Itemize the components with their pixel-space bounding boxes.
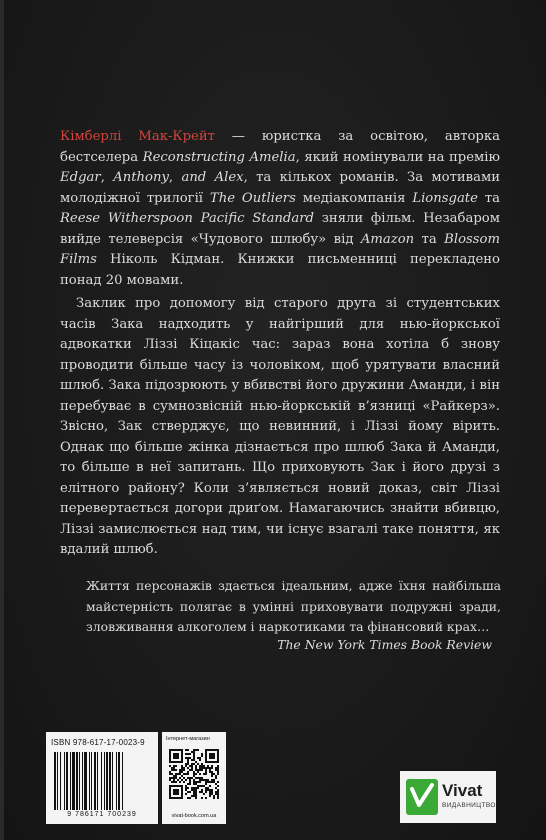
publisher-name: Vivat xyxy=(442,781,483,800)
spine-edge xyxy=(0,0,4,840)
bio-text-5: , та кількох романів. За мотивами молодіжної трилогії xyxy=(60,170,501,206)
isbn-number: ISBN 978-617-17-0023-9 xyxy=(51,738,145,747)
bio-text-4: , xyxy=(168,170,182,185)
bio-company-4: Blossom Films xyxy=(60,231,500,267)
review-source: The New York Times Book Review xyxy=(277,637,492,652)
bio-company-1: Lionsgate xyxy=(412,190,478,206)
bio-company-2: Reese Witherspoon Pacific Standard xyxy=(60,211,314,226)
bio-book-1: Reconstructing Amelia xyxy=(142,149,296,165)
qr-code-icon xyxy=(169,749,219,799)
bio-award-3: and Alex xyxy=(181,170,244,185)
publisher-subtitle: ВИДАВНИЦТВО xyxy=(442,802,496,809)
bio-text-6: медіакомпанія xyxy=(295,190,413,206)
review-quote: Життя персонажів здається ідеальним, адже їхня найбільша майстерність полягає в умінні приховувати подружні зради, зловживання алкоголем і наркотиками та фінансовий крах… xyxy=(86,578,501,634)
bio-text-7: та xyxy=(477,190,500,206)
barcode-digits: 9 786171 700239 xyxy=(67,811,137,818)
vivat-logo-icon xyxy=(406,779,438,815)
bio-company-3: Amazon xyxy=(360,231,415,247)
bio-text-3: , xyxy=(100,170,114,185)
bio-award-2: Anthony xyxy=(113,170,169,185)
bio-award-1: Edgar xyxy=(60,170,101,185)
qr-label: Інтернет-магазин xyxy=(166,736,210,742)
isbn-barcode xyxy=(46,732,158,824)
author-name: Кімберлі Мак-Крейт xyxy=(60,129,215,144)
bio-text-9: та xyxy=(414,231,445,247)
bio-book-2: The Outliers xyxy=(209,190,296,206)
synopsis-paragraph: Заклик про допомогу від старого друга зі студентських часів Зака надходить у найгірший для нью-йоркської адвокатки Ліззі Кіцакіс час: зараз вона хотіла б знову проводити більше часу із чоловіком, щоб урятувати власний шлюб. Зака підозрюють у вбивстві його дружини Аманди, і він перебуває в сумнозвісній нью-йоркській в’язниці «Райкерз». Звісно, Зак стверджує, що невинний, і Ліззі йому вірить. Однак що більше жінка дізнається про шлюб Зака й Аманди, то більше в неї запитань. Що приховують Зак і його друзі з елітного району? Коли з’являється новий доказ, світ Ліззі перевертається догори дриґом. Намагаючись знайти вбивцю, Ліззі замислюється над тим, чи існує взагалі таке поняття, як вдалий шлюб. xyxy=(60,296,500,557)
qr-url: vivat-book.com.ua xyxy=(171,813,217,819)
bio-text-2: , який номінували на премію xyxy=(295,149,501,165)
bio-text-8: зняли фільм. Незабаром вийде телеверсія «Чудового шлюбу» від xyxy=(60,211,500,247)
publisher-logo xyxy=(400,771,496,823)
qr-code-block xyxy=(162,732,226,824)
author-bio xyxy=(60,127,500,291)
barcode-icon xyxy=(54,752,150,810)
bio-text-10: Ніколь Кідман. Книжки письменниці перекладено понад 20 мовами. xyxy=(60,252,500,288)
bio-text-1: — юристка за освітою, авторка бестселера xyxy=(60,129,500,165)
book-synopsis xyxy=(60,294,500,561)
